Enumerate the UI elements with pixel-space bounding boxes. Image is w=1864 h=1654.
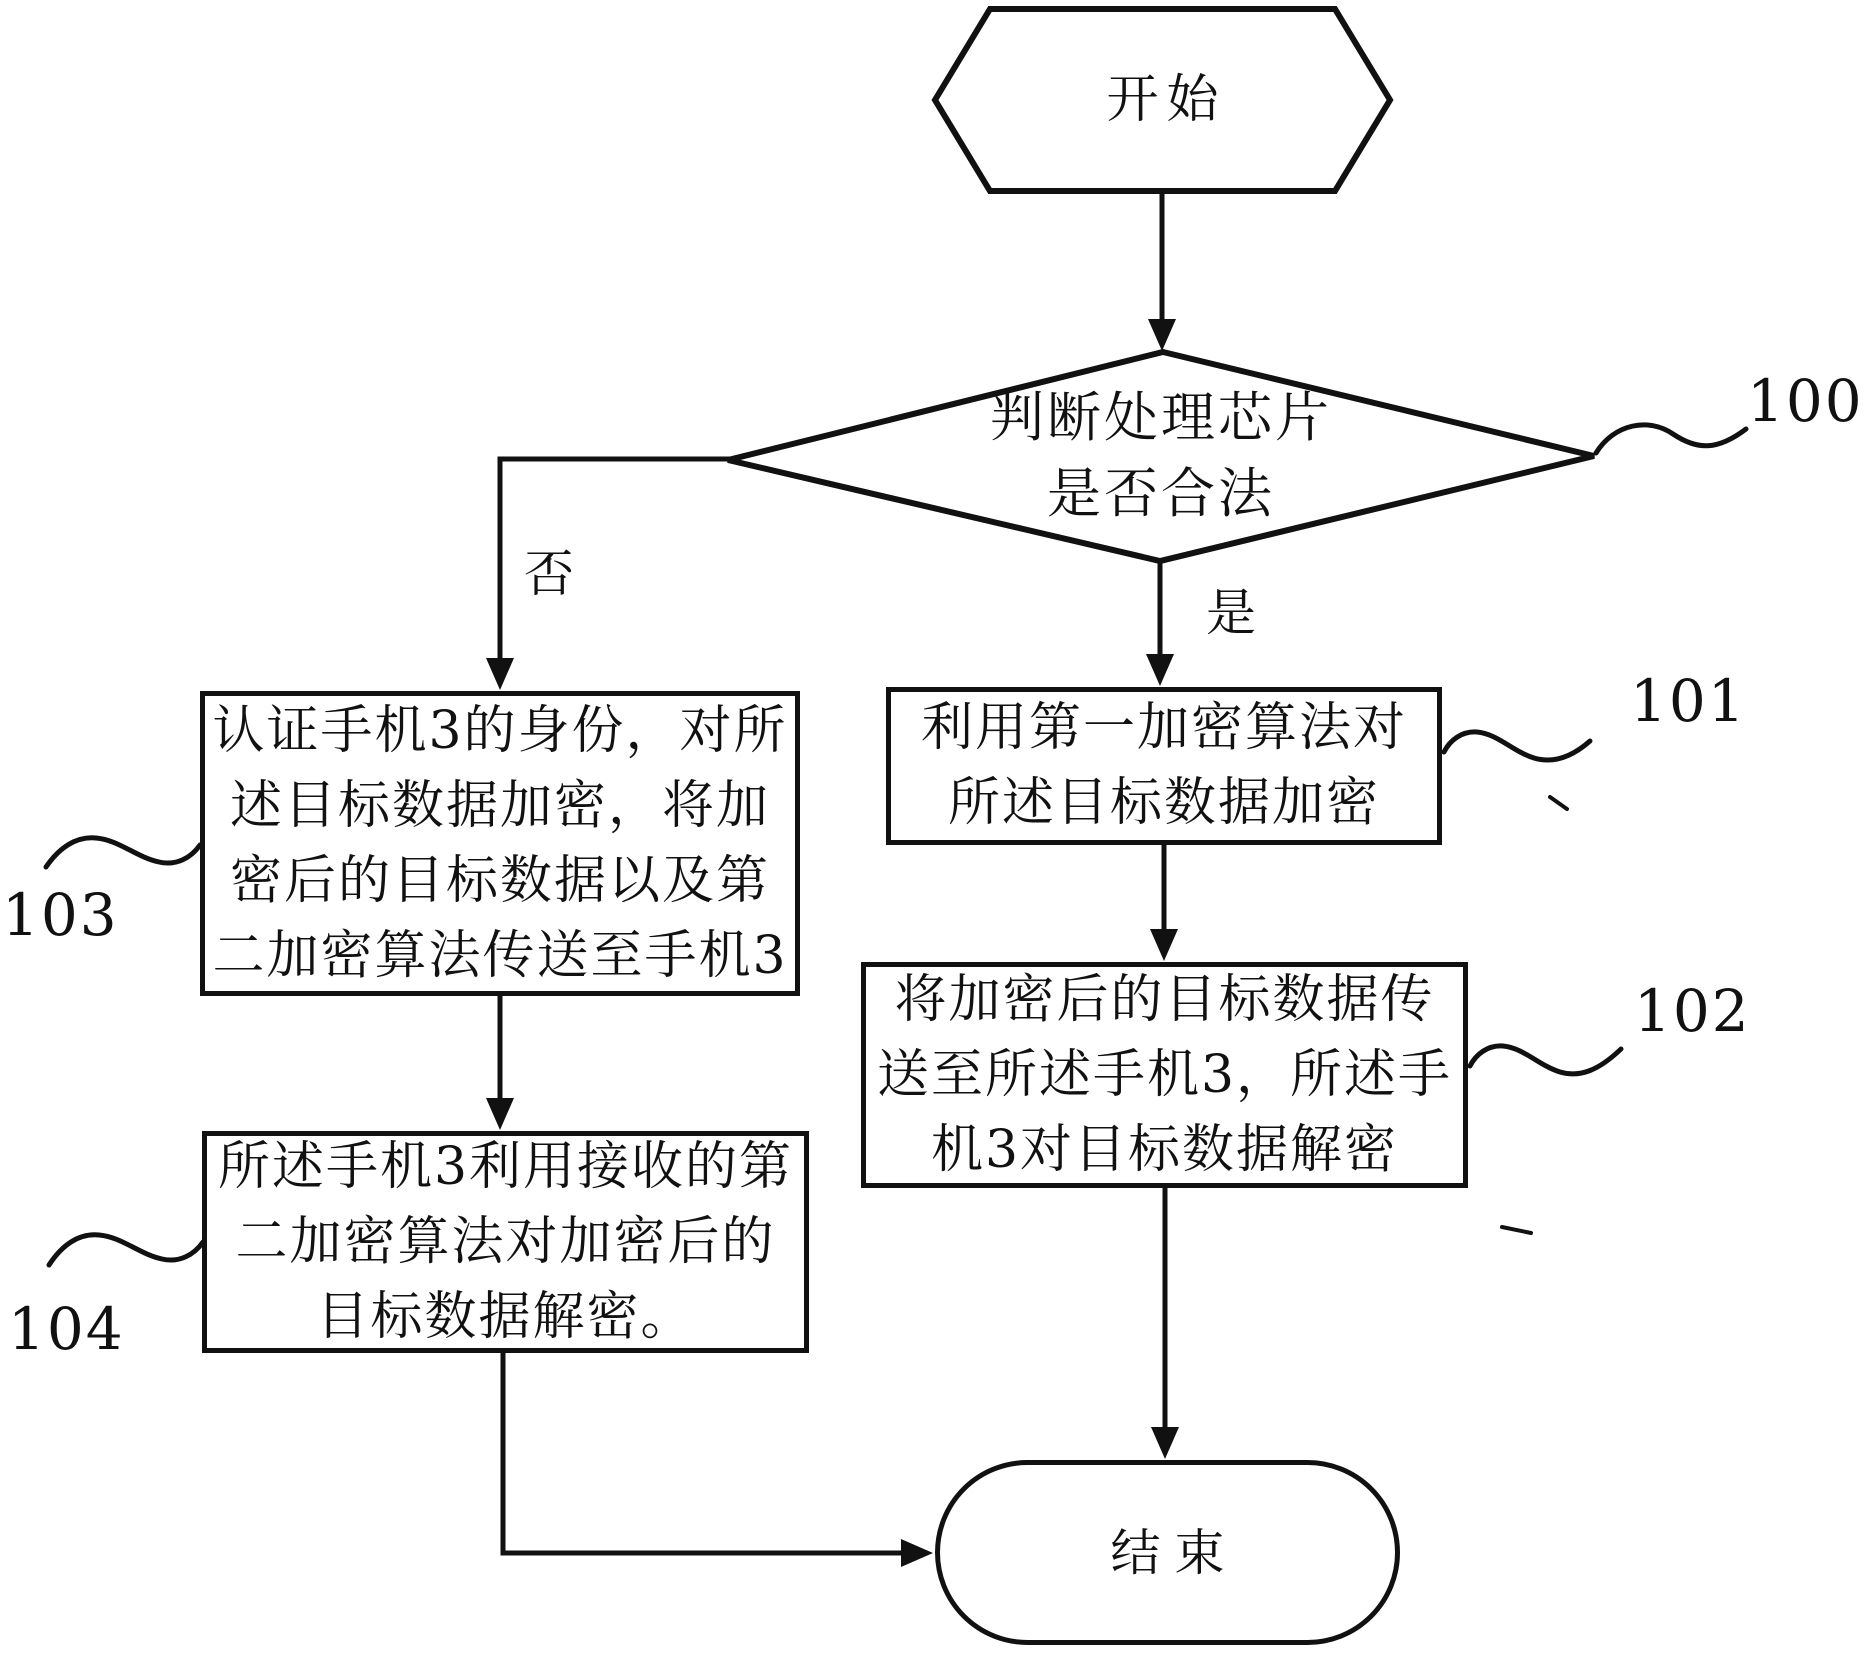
send-line: 送至所述手机3，所述手 <box>876 1044 1453 1105</box>
ref-connector-100 <box>1596 425 1746 453</box>
ref-connector-104 <box>49 1235 203 1265</box>
decrypt-line: 二加密算法对加密后的 <box>235 1211 776 1272</box>
arrowhead-decision <box>1148 319 1176 351</box>
process-box-send <box>861 962 1468 1188</box>
end-label: 结束 <box>1110 1523 1239 1582</box>
yes-branch-label: 是 <box>1206 584 1256 642</box>
auth-line: 述目标数据加密，将加 <box>229 775 770 836</box>
ref-connector-101 <box>1444 732 1590 760</box>
ref-connector-102 <box>1470 1046 1621 1074</box>
auth-line: 密后的目标数据以及第 <box>229 850 770 911</box>
no-branch-label: 否 <box>524 545 574 603</box>
send-line: 将加密后的目标数据传 <box>894 969 1435 1030</box>
ref-label-101: 101 <box>1630 667 1747 735</box>
end-node <box>935 1460 1400 1645</box>
ref-label-102: 102 <box>1634 977 1751 1045</box>
ref-label-103: 103 <box>2 881 119 949</box>
scan-speck <box>1550 797 1567 809</box>
decision-line: 是否合法 <box>1047 462 1275 525</box>
send-line: 机3对目标数据解密 <box>930 1119 1399 1180</box>
scan-speck <box>1502 1227 1531 1233</box>
arrowhead-send-box <box>1150 929 1178 961</box>
arrowhead-auth-box <box>486 658 514 690</box>
process-box-auth <box>200 691 800 996</box>
encrypt-line: 所述目标数据加密 <box>947 773 1380 833</box>
start-label: 开始 <box>1106 70 1227 130</box>
arrowhead-end-left <box>901 1539 933 1567</box>
arrowhead-decrypt-box <box>486 1098 514 1130</box>
decrypt-line: 所述手机3利用接收的第 <box>217 1136 794 1197</box>
ref-connector-103 <box>46 838 200 867</box>
decision-node <box>761 378 1561 534</box>
arrowhead-end-top <box>1151 1427 1179 1459</box>
ref-label-104: 104 <box>8 1295 125 1363</box>
auth-line: 认证手机3的身份，对所 <box>212 700 788 761</box>
decrypt-line: 目标数据解密。 <box>316 1286 695 1347</box>
encrypt-line: 利用第一加密算法对 <box>920 698 1407 758</box>
decision-line: 判断处理芯片 <box>990 386 1332 449</box>
arrowhead-encrypt-box <box>1146 654 1174 686</box>
edge-decrypt-to-end <box>503 1353 906 1553</box>
ref-label-100: 100 <box>1747 367 1864 435</box>
process-box-decrypt <box>202 1131 809 1353</box>
start-node <box>935 9 1390 191</box>
process-box-encrypt <box>886 687 1442 845</box>
auth-line: 二加密算法传送至手机3 <box>212 925 788 986</box>
